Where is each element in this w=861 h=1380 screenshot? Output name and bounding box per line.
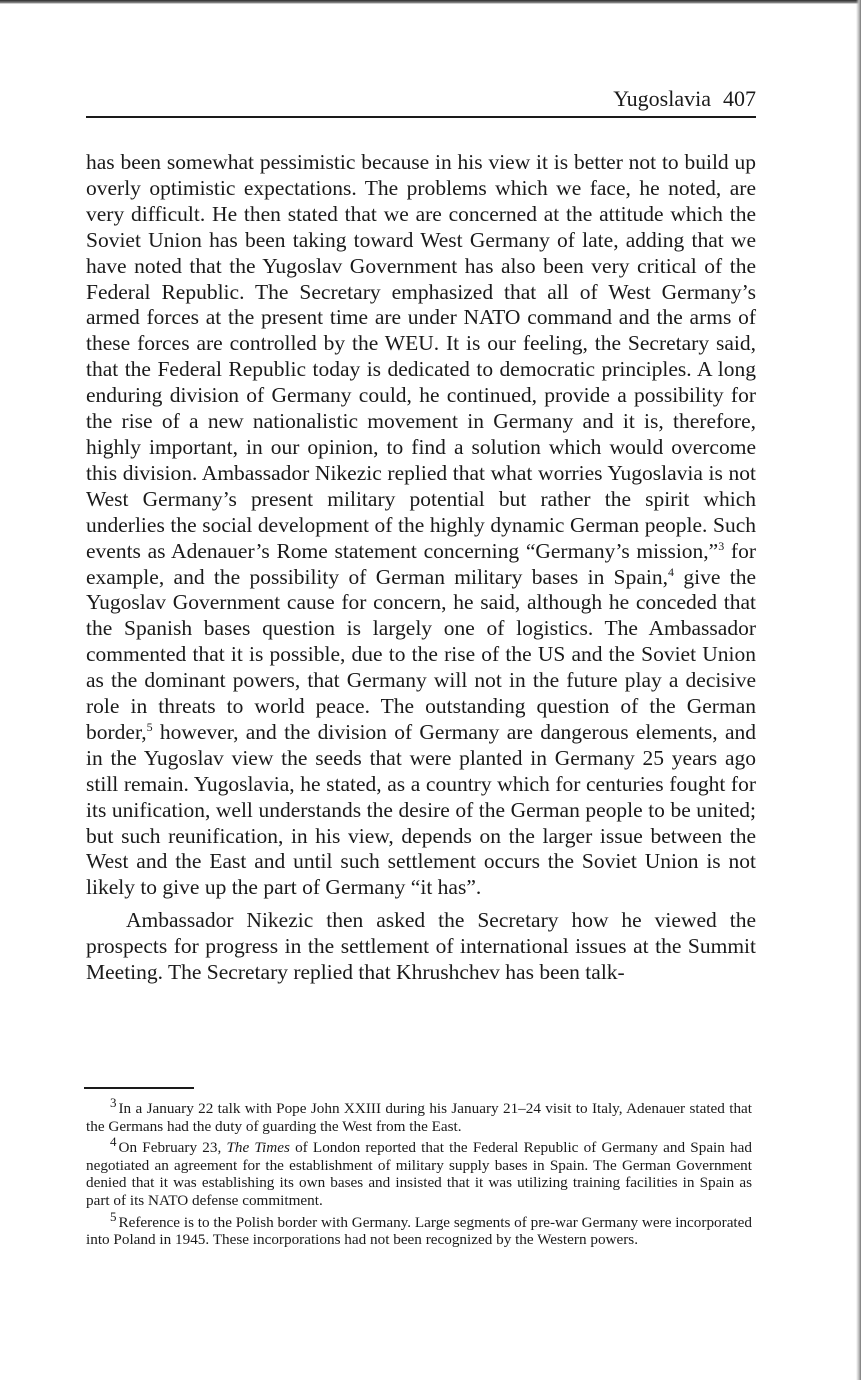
page-top-edge <box>0 0 861 4</box>
paragraph-1-segment-4: however, and the division of Germany are dangerous elements, and in the Yugoslav view the seeds that were planted in Germany 25 years ago still remain. Yugoslavia, he stated, as a country which for centuries fought for its unification, well understands the desire of the German people to be united; but such reunification, in his view, depends on the larger issue between the West and the East and until such settlement occurs the Soviet Union is not likely to give up the part of Germany “it has”. <box>86 719 756 900</box>
footnote-3-number: 3 <box>110 1094 117 1110</box>
paragraph-1-segment-1: has been somewhat pessimistic because in his view it is better not to build up overly optimistic expectations. The problems which we face, he noted, are very difficult. He then stated that we are concerned at the attitude which the Soviet Union has been taking toward West Germany of late, adding that we have noted that the Yugoslav Government has also been very critical of the Federal Republic. The Secretary emphasized that all of West Germany’s armed forces at the present time are under NATO command and the arms of these forces are controlled by the WEU. It is our feeling, the Secretary said, that the Federal Republic today is dedicated to democratic principles. A long enduring division of Germany could, he continued, provide a possibility for the rise of a new nationalistic movement in Germany and it is, therefore, highly important, in our opinion, to find a solution which would overcome this division. Ambassador Nikezic replied that what worries Yugoslavia is not West Germany’s present military potential but rather the spirit which underlies the social development of the highly dynamic German people. Such events as Adenauer’s Rome statement concerning “Germany’s mission,” <box>86 150 756 563</box>
footnote-4-text-post: of London reported that the Federal Republic of Germany and Spain had negotiated an agreement for the establishment of military supply bases in Spain. The German Government denied that it was establishing its own bases and insisted that it was utilizing training facilities in Spain as part of its NATO defense commitment. <box>86 1139 752 1209</box>
footnote-5 <box>86 1208 752 1249</box>
running-header <box>86 86 756 114</box>
footnote-ref-3[interactable]: 3 <box>718 538 725 553</box>
footnote-4-number: 4 <box>110 1134 117 1150</box>
running-title: Yugoslavia <box>613 86 711 111</box>
footnote-3 <box>86 1094 752 1135</box>
paragraph-1 <box>86 150 756 901</box>
footnote-ref-5[interactable]: 5 <box>146 719 153 734</box>
footnote-4 <box>86 1134 752 1209</box>
footnote-5-text: Reference is to the Polish border with Germany. Large segments of pre-war Germany were incorporated into Poland in 1945. These incorporations had not been recognized by the Western powers. <box>86 1213 752 1249</box>
page-number: 407 <box>723 86 756 111</box>
footnote-4-publication: The Times <box>226 1139 290 1157</box>
page-right-edge <box>856 0 861 1380</box>
paragraph-1-segment-2: for example, and the possibility of German military bases in Spain, <box>86 538 756 589</box>
paragraph-2: Ambassador Nikezic then asked the Secretary how he viewed the prospects for progress in the settlement of international issues at the Summit Meeting. The Secretary replied that Khrushchev has been talk- <box>86 908 756 985</box>
footnote-ref-4[interactable]: 4 <box>668 564 675 579</box>
header-rule <box>86 116 756 118</box>
footnote-3-text: In a January 22 talk with Pope John XXIII during his January 21–24 visit to Italy, Adenauer stated that the Germans had the duty of guarding the West from the East. <box>86 1100 752 1135</box>
footnote-rule <box>84 1087 194 1089</box>
footnote-5-number: 5 <box>110 1208 117 1224</box>
paragraph-1-segment-3: give the Yugoslav Government cause for concern, he said, although he conceded that the Spanish bases question is largely one of logistics. The Ambassador commented that it is possible, due to the rise of the US and the Soviet Union as the dominant powers, that Germany will not in the future play a decisive role in threats to world peace. The outstanding question of the German border, <box>86 564 756 744</box>
footnotes <box>86 1094 752 1253</box>
body-text <box>86 150 756 986</box>
footnote-4-text-pre: On February 23, <box>118 1139 227 1157</box>
